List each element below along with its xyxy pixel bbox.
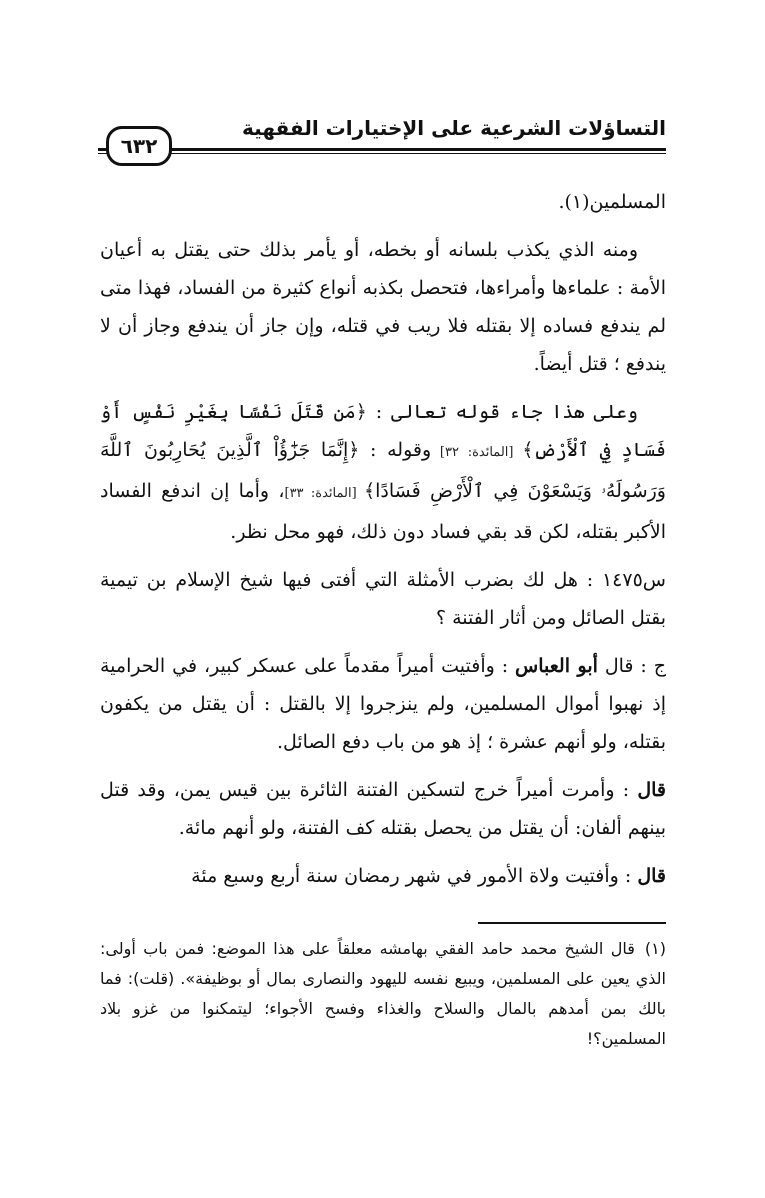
scholar-name: أبو العباس [515, 655, 598, 677]
answer-label: ج : قال [597, 655, 667, 677]
footnote-separator [478, 922, 666, 924]
paragraph: ومنه الذي يكذب بلسانه أو بخطه، أو يأمر بذلك حتى يقتل به أعيان الأمة : علماءها وأمراءها، فتحصل بكذبه أنواع كثيرة من الفساد، فهذا متى لم يندفع فساده إلا بقتله فلا ريب في قتله، وإن جاز أن يندفع وجاز أن لا يندفع ؛ قتل أيضاً. [100, 239, 666, 375]
verse-reference: [المائدة: ٣٣] [284, 486, 365, 501]
question-text: هل لك بضرب الأمثلة التي أفتى فيها شيخ الإسلام بن تيمية بقتل الصائل ومن أثار الفتنة ؟ [100, 569, 666, 629]
footnote-text: قال الشيخ محمد حامد الفقي بهامشه معلقاً على هذا الموضع: فمن باب أولى: الذي يعين على المسلمين، ويبيع نفسه لليهود والنصارى بمال أو بوظيفة». (قلت): فما بالك بمن أمدهم بالمال والسلاح والغذاء وفسح الأجواء؛ ليتمكنوا من غزو بلاد المسلمين؟! [100, 939, 666, 1048]
answer-paragraph [100, 647, 666, 761]
header-rule-thin [98, 153, 666, 154]
paragraph-text: ، وأما إن اندفع الفساد الأكبر بقتله، لكن قد بقي فساد دون ذلك، فهو محل نظر. [100, 480, 666, 543]
paragraph-continuation: المسلمين(١). [558, 191, 666, 213]
question-label: س١٤٧٥ : [586, 569, 666, 591]
running-header [98, 110, 666, 158]
running-title: التساؤلات الشرعية على الإختيارات الفقهية [242, 116, 666, 140]
qal-label: قال [637, 865, 666, 887]
page-number: ٦٣٢ [106, 126, 172, 166]
paragraph-quran-citation [100, 393, 666, 551]
question-paragraph [100, 561, 666, 637]
footnote [100, 934, 666, 1054]
answer-text: : وأفتيت أميراً مقدماً على عسكر كبير، في الحرامية إذ نهبوا أموال المسلمين، ولم ينزجروا إلا بالقتل : أن يقتل من يكفون بقتله، ولو أنهم عشرة ؛ إذ هو من باب دفع الصائل. [100, 655, 666, 753]
verse-reference: [المائدة: ٣٢] [431, 445, 523, 460]
header-rule-thick [98, 148, 666, 151]
paragraph-text: وقوله : [359, 439, 432, 461]
qal-label: قال [637, 779, 666, 801]
qal-text: : وأفتيت ولاة الأمور في شهر رمضان سنة أربع وسبع مئة [191, 865, 638, 887]
quran-verse: ﴿مَن قَتَلَ نَفْسًا بِغَيْرِ نَفْسٍ أَوْ فَسَادٍ فِي ٱلْأَرْضِ﴾ [100, 401, 666, 461]
paragraph-text: وعلى هذا جاء قوله تعالى : [366, 401, 638, 423]
footnote-number: (١) [644, 939, 666, 958]
quran-verse: ﴿إِنَّمَا جَزَٰٓؤُاْ ٱلَّذِينَ يُحَارِبُونَ ٱللَّهَ وَرَسُولَهُۥ وَيَسْعَوْنَ فِي ٱلْأَرْضِ فَسَادًا﴾ [100, 439, 666, 502]
qal-paragraph [100, 857, 666, 895]
qal-text: : وأمرت أميراً خرج لتسكين الفتنة الثائرة بين قيس يمن، وقد قتل بينهم ألفان: أن يقتل من يحصل بقتله كف الفتنة، ولو أنهم مائة. [100, 779, 666, 839]
main-text [100, 183, 666, 905]
qal-paragraph [100, 771, 666, 847]
